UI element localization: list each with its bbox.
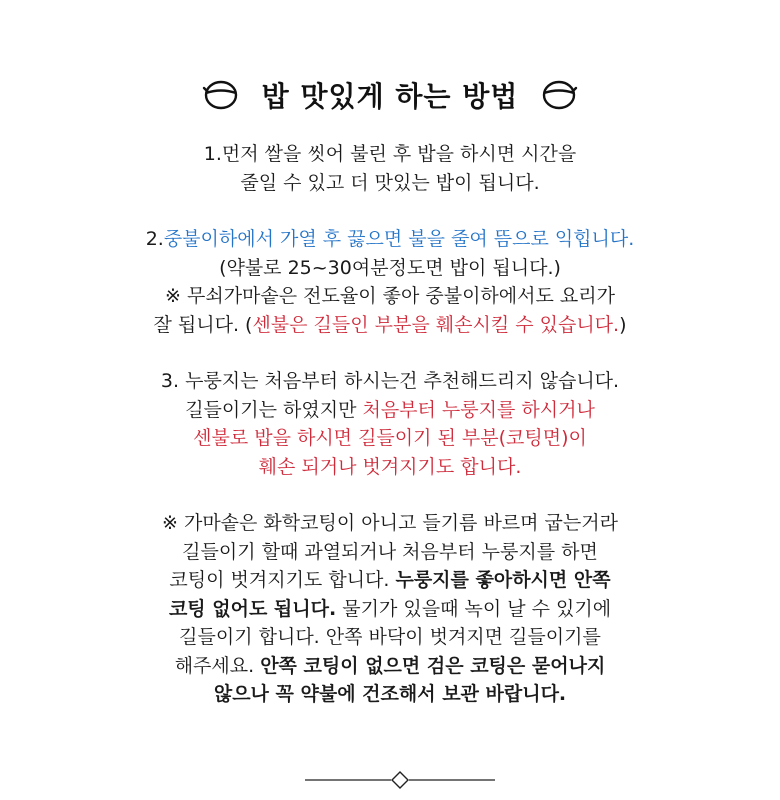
section-2 [0,225,780,339]
section-2-line-3: ※ 무쇠가마솥은 전도율이 좋아 중불이하에서도 요리가 [165,285,615,307]
section-2-number: 2. [145,228,164,250]
instructions [0,140,780,737]
section-4-line-6-start: 해주세요. [174,654,261,677]
section-2-warning: 센불은 길들인 부분을 훼손시킬 수 있습니다. [252,313,620,336]
section-3-line-1: 3. 누룽지는 처음부터 하시는건 추천해드리지 않습니다. [160,370,620,392]
pot-icon [202,79,240,111]
section-4-line-2: 길들이기 할때 과열되거나 처음부터 누룽지를 하면 [182,540,598,563]
page-title: 밥 맛있게 하는 방법 [261,80,519,113]
section-1-line-1: 1.먼저 쌀을 씻어 불린 후 밥을 하시면 시간을 [203,143,577,165]
diamond-divider-icon [305,770,495,790]
section-4-line-4-end: 물기가 있을때 녹이 날 수 있기에 [336,597,612,620]
section-3-line-2 [0,396,780,425]
section-3-warning-1: 처음부터 누룽지를 하시거나 [362,398,595,421]
section-3 [0,367,780,481]
section-4-line-1: ※ 가마솥은 화학코팅이 아니고 들기름 바르며 굽는거라 [162,512,618,534]
section-4-line-5: 길들이기 합니다. 안쪽 바닥이 벗겨지면 길들이기를 [179,626,601,648]
section-2-line-1 [0,225,780,254]
section-4 [0,509,780,709]
section-2-line-4-end: ) [619,313,627,336]
section-4-emphasis-3: 안쪽 코팅이 없으면 검은 코팅은 묻어나지 [260,654,606,677]
section-4-line-3-start: 코팅이 벗겨지기도 합니다. [169,569,396,591]
section-1-line-2: 줄일 수 있고 더 맛있는 밥이 됩니다. [240,171,540,194]
section-2-line-4 [0,311,780,340]
section-2-highlight: 중불이하에서 가열 후 끓으면 불을 줄여 뜸으로 익힙니다. [163,228,635,250]
section-4-line-3 [0,566,780,595]
pot-icon [540,79,578,111]
section-3-warning-2: 센불로 밥을 하시면 길들이기 된 부분(코팅면)이 [193,427,587,449]
section-2-line-4-start: 잘 됩니다. ( [153,313,253,336]
section-1 [0,140,780,197]
section-3-line-2-start: 길들이기는 하였지만 [185,398,363,421]
section-3-warning-3: 훼손 되거나 벗겨지기도 합니다. [258,455,522,478]
section-4-emphasis-4: 않으나 꼭 약불에 건조해서 보관 바랍니다. [213,683,567,705]
section-4-line-6 [0,652,780,681]
title-row [0,70,780,120]
section-2-line-2: (약불로 25~30여분정도면 밥이 됩니다.) [219,256,561,279]
section-4-emphasis-1: 누룽지를 좋아하시면 안쪽 [395,569,611,591]
section-4-line-4 [0,595,780,624]
section-4-emphasis-2: 코팅 없어도 됩니다. [168,597,337,620]
